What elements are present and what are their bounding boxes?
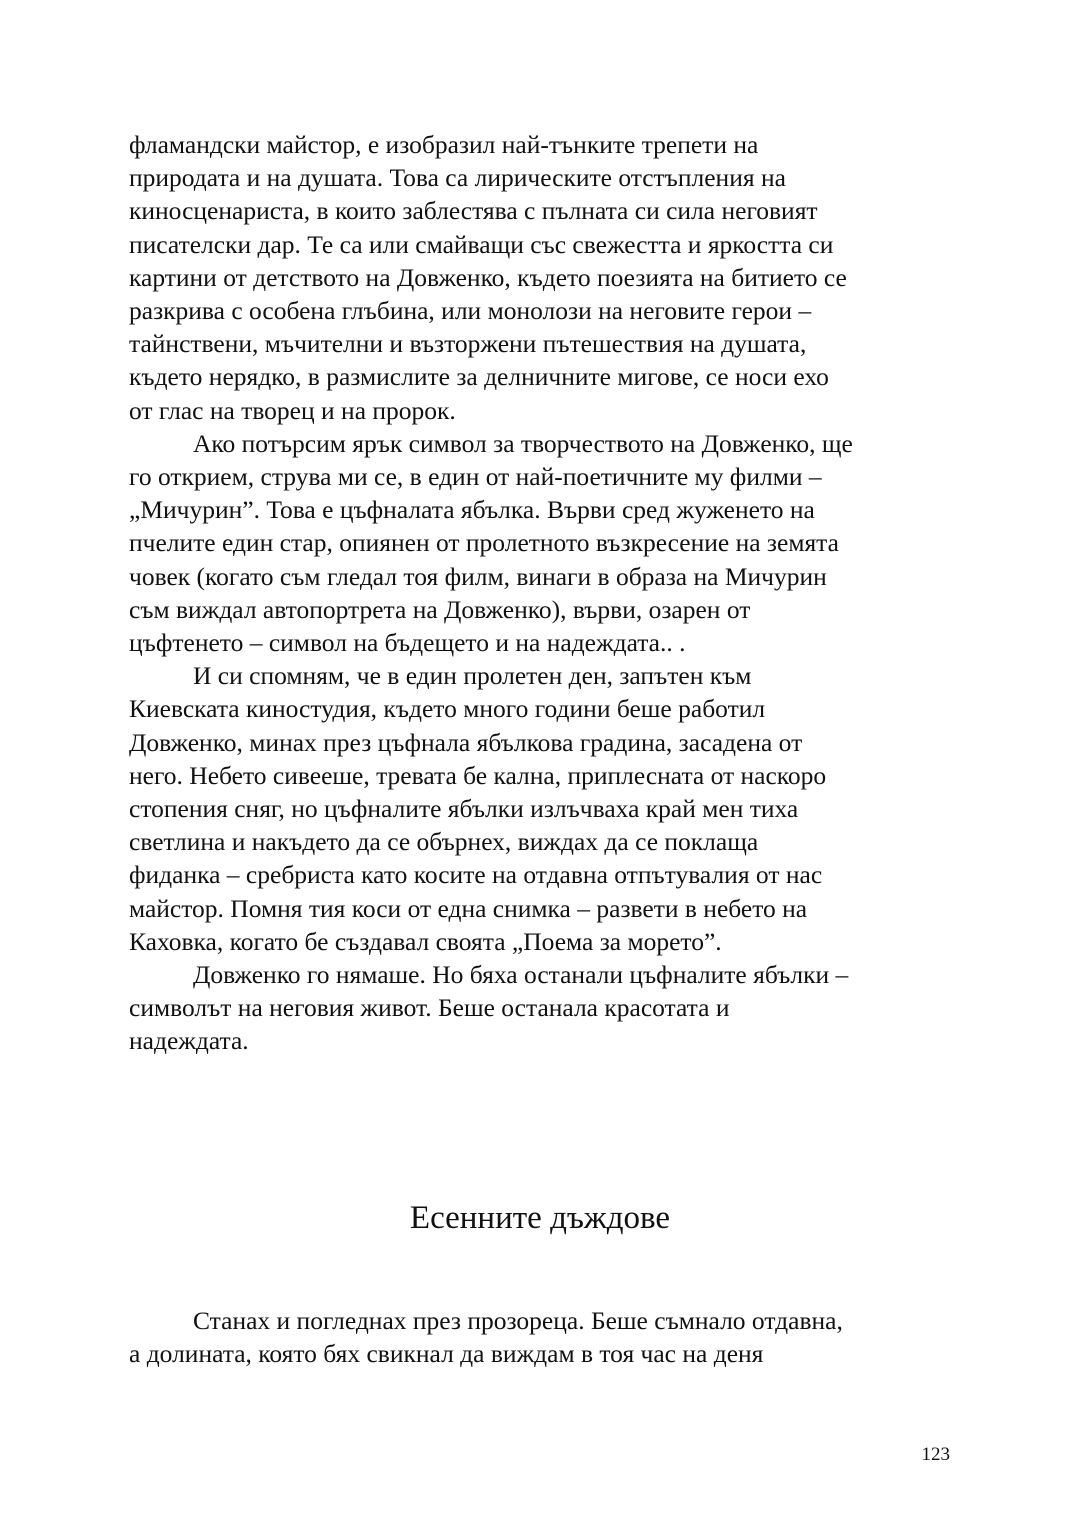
text-line: човек (когато съм гледал тоя филм, винаги в образа на Мичурин [129, 561, 827, 591]
text-line: го открием, струва ми се, в един от най-поетичните му филми – [129, 462, 822, 492]
text-line: стопения сняг, но цъфналите ябълки излъчваха край мен тиха [129, 794, 799, 824]
paragraph-start-line: Ако потърсим ярък символ за творчеството на Довженко, ще [193, 428, 853, 458]
text-line: Киевската киностудия, където много години беше работил [129, 694, 766, 724]
text-line: фламандски майстор, е изобразил най-тънките трепети на [129, 130, 759, 159]
text-line: от глас на творец и на пророк. [129, 395, 456, 425]
text-line: Каховка, когато бе създавал своята „Поема за морето”. [129, 926, 722, 956]
page-number: 123 [921, 1444, 950, 1465]
text-line: картини от детството на Довженко, където поезията на битието се [129, 262, 847, 292]
chapter-title: Есенните дъждове [409, 1200, 671, 1236]
text-line: фиданка – сребриста като косите на отдавна отпътувалия от нас [129, 860, 823, 890]
text-line: киносценариста, в които заблестява с пълната си сила неговият [129, 196, 818, 226]
text-line: съм виждал автопортрета на Довженко), върви, озарен от [129, 594, 751, 624]
paragraph-start-line: И си спомням, че в един пролетен ден, запътен към [193, 661, 752, 691]
text-line: Довженко, минах през цъфнала ябълкова градина, засадена от [129, 727, 803, 757]
text-line: писателски дар. Те са или смайващи със свежестта и яркостта си [129, 229, 834, 259]
text-line: цъфтенето – символ на бъдещето и на надеждата.. . [129, 628, 686, 658]
text-line: където нерядко, в размислите за делничните мигове, се носи ехо [129, 362, 829, 392]
text-line: надеждата. [129, 1026, 249, 1056]
text-section-1 [129, 128, 969, 1058]
text-line: майстор. Помня тия коси от една снимка – развети в небето на [129, 893, 808, 923]
text-line: пчелите един стар, опиянен от пролетното възкресение на земята [129, 528, 839, 558]
text-line: символът на неговия живот. Беше останала красотата и [129, 993, 730, 1023]
text-line: а долината, която бях свикнал да виждам в тоя час на деня [129, 1339, 764, 1369]
text-line: „Мичурин”. Това е цъфналата ябълка. Върви сред жуженето на [129, 495, 815, 525]
paragraph-start-line: Довженко го нямаше. Но бяха останали цъфналите ябълки – [193, 960, 849, 990]
text-line: разкрива с особена глъбина, или монолози на неговите герои – [129, 296, 812, 326]
text-line: природата и на душата. Това са лирическите отстъпления на [129, 163, 786, 193]
paragraph-start-line: Станах и погледнах през прозореца. Беше съмнало отдавна, [193, 1306, 843, 1335]
text-line: тайнствени, мъчителни и възторжени пътешествия на душата, [129, 329, 807, 359]
text-line: него. Небето сивееше, тревата бе кална, приплесната от наскоро [129, 760, 827, 790]
text-section-2 [129, 1304, 969, 1370]
text-line: светлина и накъдето да се обърнех, виждах да се поклаща [129, 827, 759, 857]
